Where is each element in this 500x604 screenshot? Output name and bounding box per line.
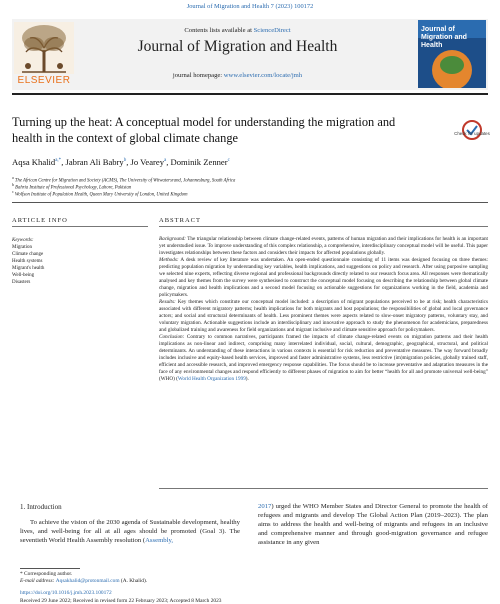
- journal-title[interactable]: Journal of Migration and Health: [137, 38, 338, 55]
- keywords-title: Keywords:: [12, 238, 34, 243]
- citation-link[interactable]: 2017: [258, 503, 272, 510]
- author-affil-sup: c: [227, 158, 230, 164]
- article-info-rule: [12, 226, 148, 227]
- affiliation-text: Bahria Institute of Professional Psychology, Lahore, Pakistan: [15, 185, 132, 191]
- email-suffix: (A. Khalid).: [119, 578, 148, 584]
- check-for-updates-label[interactable]: Check for updates: [454, 131, 490, 136]
- abstract-text: Key themes which constitute our conceptual model included: a description of migrant populations perceived to be at risk; health characteristics associated with different migratory patterns; health implications for both migrants and host populations; the responsibilities of global and local governance actors; and social and structural determinants of health. Less prominent themes were aspects related to slow-onset migratory patterns, voluntary stay, and voluntary migration. Actionable suggestions include an interdisciplinary and innovative approach to study the phenomenon for academicians, preparedness and globalized training and awareness for field organizations and migrant inclusive and climate sensitive approach for policymakers.: [159, 299, 488, 333]
- author-name[interactable]: Jo Vearey: [130, 157, 165, 167]
- intro-left-column: [20, 518, 240, 545]
- header-divider: [12, 202, 488, 203]
- homepage-line: [80, 72, 395, 79]
- intro-text: ) urged the WHO Member States and Director General to promote the health of refugees and migrants and develop The Global Action Plan (2019–2023). The plan aims to address the health and well-being of migrants and refugees in an inclusive and comprehensive manner and through good-migration governance and refugee assistance in any given: [258, 503, 488, 546]
- abstract-text-end: ).: [245, 376, 249, 382]
- keyword-item: Migrant's health: [12, 266, 45, 271]
- article-title: Turning up the heat: A conceptual model for understanding the migration and health in the context of global climate change: [12, 115, 396, 145]
- abstract-label: Results:: [159, 299, 176, 305]
- affiliation-sup: b: [12, 183, 14, 187]
- author-name[interactable]: Aqsa Khalid: [12, 157, 56, 167]
- affiliation-sup: a: [12, 176, 14, 180]
- citation-link[interactable]: Assembly,: [145, 537, 174, 544]
- journal-reference[interactable]: Journal of Migration and Health 7 (2023) 100172: [186, 3, 314, 10]
- abstract-text: The triangular relationship between climate change-related events, patterns of human migration and their implications for health is an important yet understudied issue. To improve understanding of this complex relationship, a comprehensive, interdisciplinary conceptual model will be useful. This paper investigates relationships between these factors and considers their impacts for affected populations globally.: [159, 236, 488, 256]
- abstract-methods: [159, 257, 488, 299]
- author-name[interactable]: Jabran Ali Babry: [65, 157, 124, 167]
- intro-text: To achieve the vision of the 2030 agenda of Sustainable development, healthy lives, and well-being for all at all ages should be promoted (Goal 3). The seventieth World Health Assembly resolution (: [20, 519, 240, 544]
- keyword-item: Disasters: [12, 280, 31, 285]
- article-info-heading: ARTICLE INFO: [12, 217, 68, 224]
- journal-cover-thumbnail[interactable]: [418, 20, 486, 88]
- elsevier-tree-logo-icon: [14, 22, 74, 74]
- introduction-heading: 1. Introduction: [20, 503, 62, 511]
- contents-line: [80, 27, 395, 34]
- publisher-name: ELSEVIER: [17, 75, 71, 86]
- doi-link[interactable]: https://doi.org/10.1016/j.jmh.2023.100172: [20, 590, 112, 596]
- corresponding-author-note: * Corresponding author.: [20, 571, 73, 577]
- email-line: [20, 578, 147, 584]
- abstract-results: [159, 299, 488, 334]
- keywords-block: [12, 237, 112, 286]
- masthead-divider: [12, 93, 488, 95]
- contents-prefix: Contents lists available at: [184, 27, 254, 34]
- affiliation-sup: c: [12, 190, 14, 194]
- author-name[interactable]: Dominik Zenner: [170, 157, 228, 167]
- affiliation-text: The African Centre for Migration and Society (ACMS), The University of Witwatersrand, Johannesburg, South Africa: [14, 178, 236, 184]
- abstract-background: [159, 236, 488, 257]
- affiliation: [12, 190, 488, 198]
- homepage-link[interactable]: www.elsevier.com/locate/jmh: [223, 72, 303, 79]
- citation-link[interactable]: World Health Organization 1999: [177, 376, 246, 382]
- abstract-label: Background:: [159, 236, 186, 242]
- homepage-prefix: journal homepage:: [172, 72, 224, 79]
- abstract-rule: [159, 226, 488, 227]
- keyword-item: Migration: [12, 245, 32, 250]
- abstract-text: Contrary to common narratives, participants framed the impacts of climate change-related events on migration patterns and their health implications as non-linear and indirect, comprising many interrelated individual, social, cultural, demographic, geographical, structural, and political determinants. An understanding of these interactions in various contexts is essential for risk reduction and preventative measures. The way forward broadly includes inclusive and equity-based health services, improved and faster administrative systems, less restrictive (im)migration policies, globally trained staff, efficient and accessible research, and improved emergency response capabilities. The focus should be to increase preventative and adaptation measures in the face of any environmental changes and respond efficiently to different phases of migration to aim for better “health for all and promote universal well-being” (WHO) (: [159, 334, 489, 382]
- cover-title: Journal of Migration and Health: [421, 26, 467, 49]
- abstract-text: A desk review of key literature was undertaken. An open-ended questionnaire consisting of 11 items was designed focusing on three themes: predicting population migration by understanding key variables, health implications, and suggestions on policy and research. After using purposive sampling we selected nine experts, reflecting diverse regional and professional backgrounds directly related to our research focus area. All responses were thematically analysed and key themes from the survey were synthesised to construct the conceptual model focusing on describing the relationship between global climate change, migration and health implications and a second model focusing on actionable suggestions for organizations working in the field, academia and policymakers.: [159, 257, 488, 298]
- abstract-end-rule: [159, 488, 488, 489]
- abstract-heading: ABSTRACT: [159, 217, 201, 224]
- received-dates: Received 29 June 2022; Received in revised form 22 February 2023; Accepted 8 March 2023: [20, 598, 222, 604]
- email-label: E-mail address:: [20, 578, 56, 584]
- keyword-item: Well-being: [12, 273, 35, 278]
- intro-right-column: [258, 502, 488, 547]
- check-for-updates-icon[interactable]: [458, 112, 486, 148]
- abstract-conclusion: [159, 334, 488, 383]
- sciencedirect-link[interactable]: ScienceDirect: [253, 27, 291, 34]
- keyword-item: Health systems: [12, 259, 43, 264]
- author-affil-sup: a,*: [55, 158, 62, 164]
- abstract-body: [159, 236, 488, 383]
- author-affil-sup: a: [164, 158, 167, 164]
- affiliation-text: Wolfson Institute of Population Health, Queen Mary University of London, United Kingdom: [14, 192, 188, 198]
- email-link[interactable]: Aqsakhalid@protonmail.com: [55, 578, 120, 584]
- footnote-rule: [20, 568, 80, 569]
- author-affil-sup: b: [123, 158, 127, 164]
- abstract-label: Methods:: [159, 257, 179, 263]
- keyword-item: Climate change: [12, 252, 44, 257]
- cover-landmass-icon: [440, 56, 464, 74]
- author-list: Aqsa Khalid$^{a,*}$, Jabran Ali Babry$^b$, Jo Vearey$^a$, Dominik Zenner$^c$: [12, 157, 230, 167]
- abstract-label: Conclusion:: [159, 334, 185, 340]
